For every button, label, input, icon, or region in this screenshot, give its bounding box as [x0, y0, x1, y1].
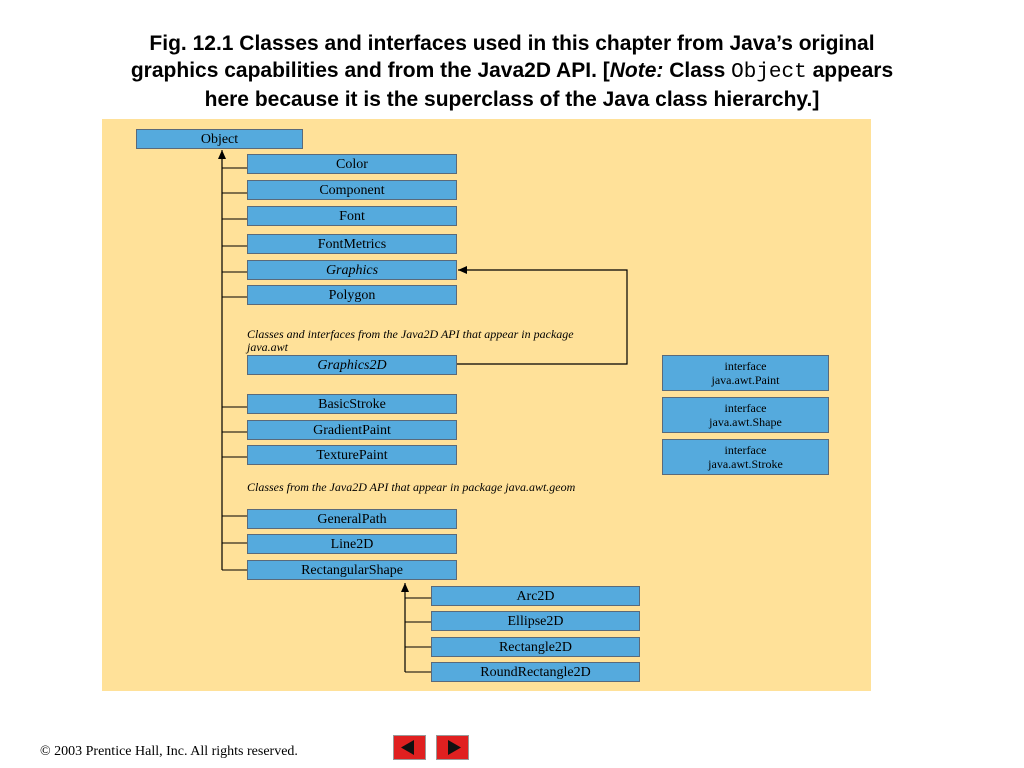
title-line-2-a: graphics capabilities and from the Java2D API. [ — [130, 59, 610, 82]
interface-box-shape — [662, 397, 829, 433]
copyright-footer — [40, 744, 298, 760]
interface-box-paint — [662, 355, 829, 391]
title-line-3: here because it is the superclass of the Java class hierarchy.] — [204, 88, 820, 111]
interface-keyword: interface — [724, 443, 767, 457]
title-code-object: Object — [731, 61, 807, 84]
interface-keyword: interface — [724, 359, 767, 373]
class-box-basicstroke: BasicStroke — [247, 394, 457, 414]
copyright-text: 2003 Prentice Hall, Inc. All rights reserved. — [50, 744, 298, 759]
class-box-graphics2d: Graphics2D — [247, 355, 457, 375]
class-box-polygon: Polygon — [247, 285, 457, 305]
class-box-arc2d: Arc2D — [431, 586, 640, 606]
class-box-ellipse2d: Ellipse2D — [431, 611, 640, 631]
title-line-2-c: appears — [806, 59, 894, 82]
class-box-font: Font — [247, 206, 457, 226]
class-box-gradientpaint: GradientPaint — [247, 420, 457, 440]
title-line-1: Fig. 12.1 Classes and interfaces used in this chapter from Java’s original — [149, 32, 875, 55]
right-arrow-icon — [437, 736, 468, 759]
class-box-graphics: Graphics — [247, 260, 457, 280]
class-box-fontmetrics: FontMetrics — [247, 234, 457, 254]
title-note: Note: — [609, 59, 664, 82]
class-box-line2d: Line2D — [247, 534, 457, 554]
class-box-rectangularshape: RectangularShape — [247, 560, 457, 580]
title-line-2-b: Class — [663, 59, 732, 82]
interface-name: java.awt.Shape — [709, 415, 782, 429]
class-box-generalpath: GeneralPath — [247, 509, 457, 529]
java2d-awt-note: Classes and interfaces from the Java2D API that appear in package java.awt — [247, 327, 574, 354]
interface-name: java.awt.Stroke — [708, 457, 783, 471]
copyright-symbol: © — [40, 744, 51, 759]
object-branches — [222, 168, 247, 570]
class-box-texturepaint: TexturePaint — [247, 445, 457, 465]
class-box-roundrectangle2d: RoundRectangle2D — [431, 662, 640, 682]
interface-keyword: interface — [724, 401, 767, 415]
class-box-object: Object — [136, 129, 303, 149]
class-box-color: Color — [247, 154, 457, 174]
class-box-rectangle2d: Rectangle2D — [431, 637, 640, 657]
class-box-component: Component — [247, 180, 457, 200]
geom-note: Classes from the Java2D API that appear in package java.awt.geom — [247, 480, 576, 494]
interface-name: java.awt.Paint — [711, 373, 780, 387]
left-arrow-icon — [394, 736, 425, 759]
rectangularshape-branches — [405, 598, 431, 672]
previous-slide-button[interactable] — [393, 735, 426, 760]
interface-box-stroke — [662, 439, 829, 475]
next-slide-button[interactable] — [436, 735, 469, 760]
